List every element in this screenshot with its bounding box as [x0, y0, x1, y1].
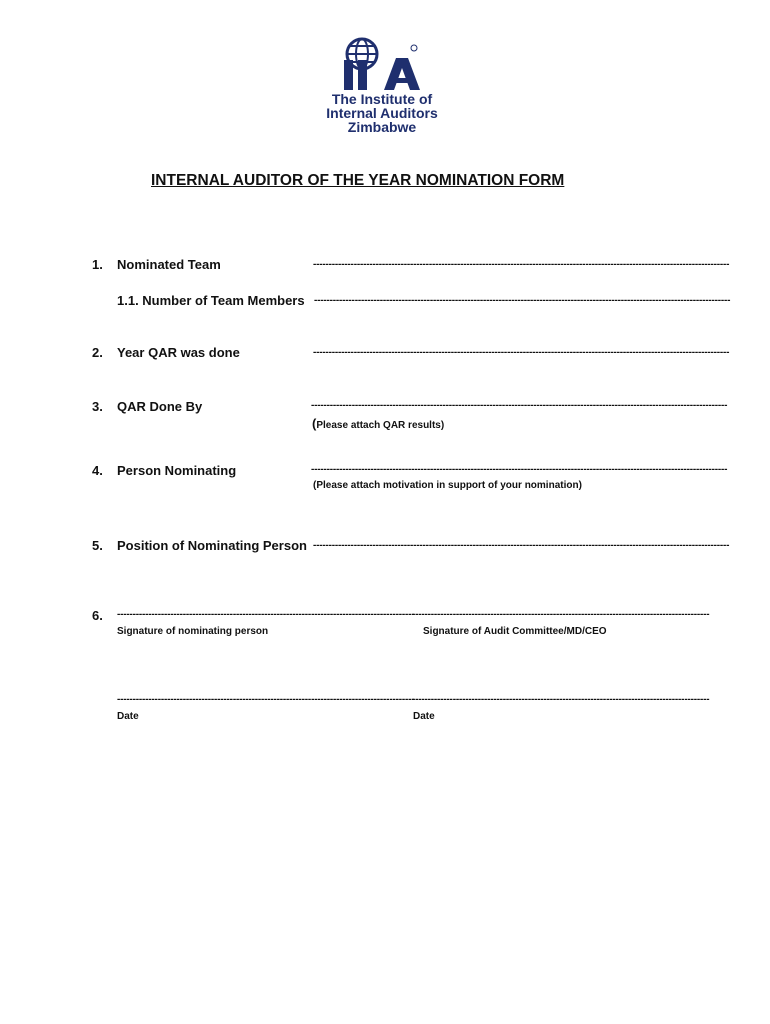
item-4-number: 4. [92, 463, 103, 478]
signature-nominating-field[interactable]: ----------------------------------------------------------------------------------------------- [117, 609, 415, 620]
number-of-team-members-field[interactable]: ------------------------------------------------------------------------------------------------------------------------------------- [314, 295, 731, 306]
qar-done-by-label: QAR Done By [117, 399, 203, 414]
date-right-label: Date [413, 711, 435, 722]
year-qar-field[interactable]: ------------------------------------------------------------------------------------------------------------------------------------- [313, 347, 730, 358]
date-left-field[interactable]: ----------------------------------------------------------------------------------------------- [117, 694, 415, 705]
person-nominating-field[interactable]: ------------------------------------------------------------------------------------------------------------------------------------- [311, 464, 728, 475]
item-1-number: 1. [92, 257, 103, 272]
date-left-label: Date [117, 711, 139, 722]
year-qar-label: Year QAR was done [117, 345, 240, 360]
qar-done-by-field[interactable]: ------------------------------------------------------------------------------------------------------------------------------------- [311, 400, 728, 411]
logo-line-1: The Institute of [331, 91, 433, 107]
logo-text [276, 92, 488, 134]
logo-line-2: Internal Auditors [326, 105, 438, 121]
signature-committee-label: Signature of Audit Committee/MD/CEO [423, 626, 607, 637]
motivation-note: (Please attach motivation in support of your nomination) [313, 480, 582, 491]
qar-results-note [312, 416, 444, 431]
form-title: INTERNAL AUDITOR OF THE YEAR NOMINATION FORM [151, 172, 565, 189]
nominated-team-label: Nominated Team [117, 257, 221, 272]
signature-nominating-label: Signature of nominating person [117, 626, 269, 637]
item-3-number: 3. [92, 399, 103, 414]
iia-logo [276, 26, 488, 148]
logo-line-3: Zimbabwe [347, 119, 417, 135]
item-6-number: 6. [92, 608, 103, 623]
position-nominating-field[interactable]: ------------------------------------------------------------------------------------------------------------------------------------- [313, 540, 730, 551]
qar-results-note-text: Please attach QAR results) [316, 420, 445, 431]
item-2-number: 2. [92, 345, 103, 360]
iia-globe-logo-icon [334, 36, 430, 92]
position-nominating-label: Position of Nominating Person [117, 538, 307, 553]
number-of-team-members-label: 1.1. Number of Team Members [117, 293, 305, 308]
qar-results-note-paren: ( [312, 416, 317, 431]
date-right-field[interactable]: ----------------------------------------------------------------------------------------------- [412, 694, 710, 705]
person-nominating-label: Person Nominating [117, 463, 237, 478]
signature-committee-field[interactable]: ----------------------------------------------------------------------------------------------- [412, 609, 710, 620]
item-5-number: 5. [92, 538, 103, 553]
nominated-team-field[interactable]: ------------------------------------------------------------------------------------------------------------------------------------- [313, 259, 730, 270]
